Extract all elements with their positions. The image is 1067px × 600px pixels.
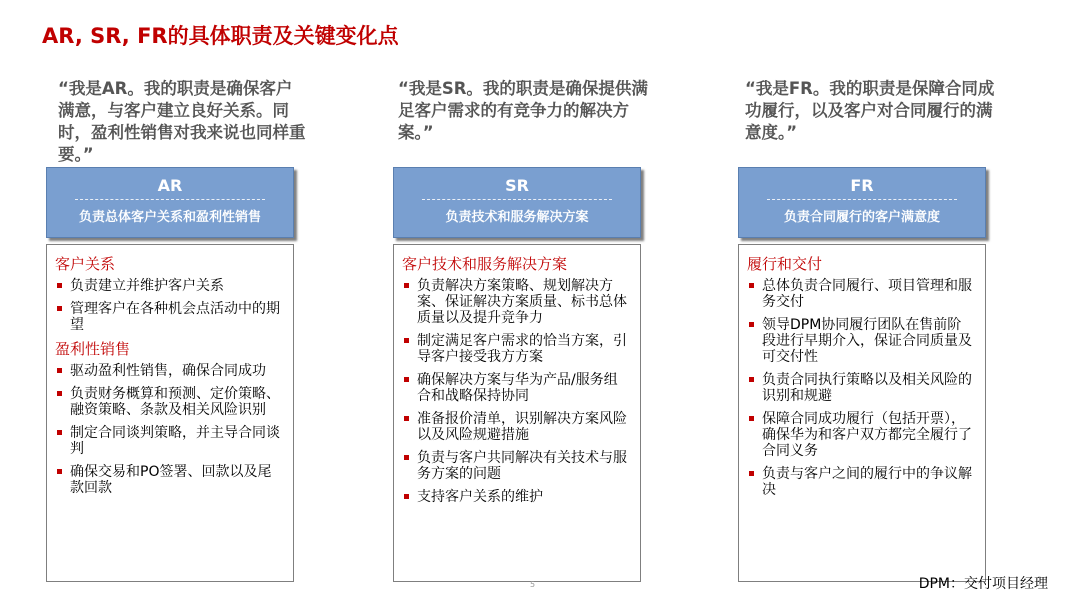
sr-content-box [393,244,641,582]
ar-role-divider [75,199,265,200]
sr-quote: “我是SR。我的职责是确保提供满足客户需求的有竞争力的解决方案。” [398,79,648,142]
list-item: 准备报价清单，识别解决方案风险以及风险规避措施 [402,411,630,443]
sr-role-box [393,167,641,238]
page-title: AR, SR, FR的具体职责及关键变化点 [42,24,399,48]
footnote: DPM：交付项目经理 [918,576,1048,592]
ar-role-desc: 负责总体客户关系和盈利性销售 [78,210,261,225]
page-number: 5 [530,580,536,589]
ar-role-box [46,167,294,238]
list-item: 负责财务概算和预测、定价策略、融资策略、条款及相关风险识别 [55,386,283,418]
list-item: 管理客户在各种机会点活动中的期望 [55,301,283,333]
list-item: 领导DPM协同履行团队在售前阶段进行早期介入，保证合同质量及可交付性 [747,317,975,365]
list-item: 总体负责合同履行、项目管理和服务交付 [747,278,975,310]
fr-role-desc: 负责合同履行的客户满意度 [783,210,940,225]
ar-section-heading: 客户关系 [55,255,116,273]
sr-role-name: SR [505,176,529,195]
list-item: 驱动盈利性销售，确保合同成功 [55,363,283,379]
fr-content-box [738,244,986,582]
list-item: 支持客户关系的维护 [402,489,630,505]
list-item: 负责合同执行策略以及相关风险的识别和规避 [747,372,975,404]
list-item: 确保解决方案与华为产品/服务组合和战略保持协同 [402,372,630,404]
list-item: 制定满足客户需求的恰当方案，引导客户接受我方方案 [402,333,630,365]
list-item: 保障合同成功履行（包括开票），确保华为和客户双方都完全履行了合同义务 [747,411,975,459]
sr-role-divider [422,199,612,200]
fr-section-heading: 履行和交付 [747,255,823,273]
list-item: 负责与客户共同解决有关技术与服务方案的问题 [402,450,630,482]
ar-content-box [46,244,294,582]
ar-bullet-list [55,278,283,333]
list-item: 负责与客户之间的履行中的争议解决 [747,466,975,498]
sr-bullet-list [402,278,630,505]
sr-section-heading: 客户技术和服务解决方案 [402,255,568,273]
ar-bullet-list [55,363,283,496]
fr-role-divider [767,199,957,200]
fr-role-box [738,167,986,238]
list-item: 负责解决方案策略、规划解决方案、保证解决方案质量、标书总体质量以及提升竞争力 [402,278,630,326]
fr-bullet-list [747,278,975,498]
ar-quote: “我是AR。我的职责是确保客户满意，与客户建立良好关系。同时，盈利性销售对我来说也同样重要。” [58,79,306,164]
sr-role-desc: 负责技术和服务解决方案 [445,210,589,225]
list-item: 确保交易和PO签署、回款以及尾款回款 [55,464,283,496]
ar-role-name: AR [157,176,183,195]
fr-role-name: FR [850,176,874,195]
fr-quote: “我是FR。我的职责是保障合同成功履行，以及客户对合同履行的满意度。” [745,79,995,142]
ar-section-heading: 盈利性销售 [55,340,131,358]
list-item: 负责建立并维护客户关系 [55,278,283,294]
list-item: 制定合同谈判策略，并主导合同谈判 [55,425,283,457]
